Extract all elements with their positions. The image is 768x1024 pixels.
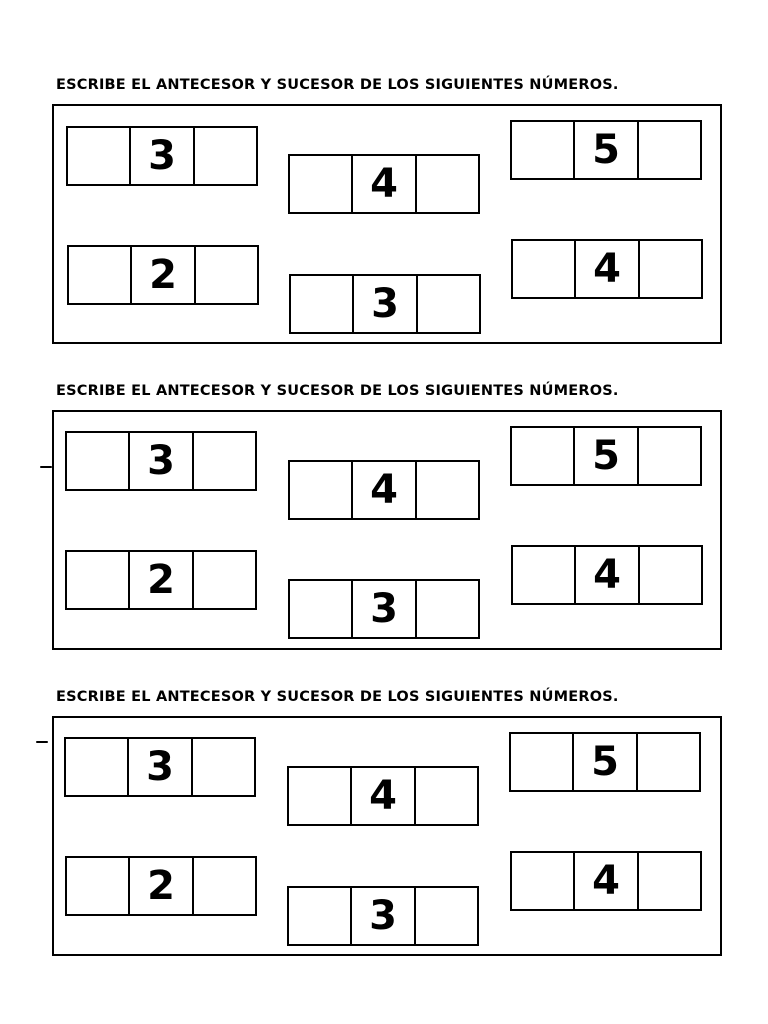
number-strip — [64, 737, 256, 797]
given-number: 5 — [573, 428, 636, 484]
given-number: 3 — [351, 581, 414, 637]
section-2-title: ESCRIBE EL ANTECESOR Y SUCESOR DE LOS SIGUIENTES NÚMEROS. — [56, 383, 619, 399]
number-strip — [67, 245, 259, 305]
predecessor-box[interactable] — [289, 768, 350, 824]
number-strip — [65, 856, 257, 916]
predecessor-box[interactable] — [68, 128, 129, 184]
predecessor-box[interactable] — [67, 552, 128, 608]
number-strip — [510, 426, 702, 486]
predecessor-box[interactable] — [512, 428, 573, 484]
number-strip — [66, 126, 258, 186]
number-strip — [288, 154, 480, 214]
given-number: 2 — [128, 552, 191, 608]
given-number: 4 — [573, 853, 636, 909]
section-1-panel — [52, 104, 722, 344]
successor-box[interactable] — [637, 428, 700, 484]
predecessor-box[interactable] — [289, 888, 350, 944]
successor-box[interactable] — [194, 247, 257, 303]
given-number: 2 — [128, 858, 191, 914]
successor-box[interactable] — [415, 462, 478, 518]
given-number: 4 — [350, 768, 413, 824]
successor-box[interactable] — [416, 276, 479, 332]
number-strip — [65, 431, 257, 491]
margin-mark — [36, 741, 48, 743]
predecessor-box[interactable] — [67, 858, 128, 914]
given-number: 4 — [351, 462, 414, 518]
successor-box[interactable] — [637, 853, 700, 909]
successor-box[interactable] — [192, 858, 255, 914]
successor-box[interactable] — [414, 768, 477, 824]
predecessor-box[interactable] — [512, 853, 573, 909]
given-number: 3 — [129, 128, 192, 184]
number-strip — [509, 732, 701, 792]
predecessor-box[interactable] — [512, 122, 573, 178]
number-strip — [510, 851, 702, 911]
number-strip — [65, 550, 257, 610]
successor-box[interactable] — [636, 734, 699, 790]
predecessor-box[interactable] — [513, 241, 574, 297]
given-number: 3 — [127, 739, 190, 795]
section-3-title: ESCRIBE EL ANTECESOR Y SUCESOR DE LOS SIGUIENTES NÚMEROS. — [56, 689, 619, 705]
given-number: 4 — [574, 241, 637, 297]
number-strip — [288, 460, 480, 520]
margin-mark — [40, 466, 52, 468]
given-number: 3 — [352, 276, 415, 332]
successor-box[interactable] — [415, 581, 478, 637]
number-strip — [287, 886, 479, 946]
given-number: 5 — [572, 734, 635, 790]
successor-box[interactable] — [192, 552, 255, 608]
successor-box[interactable] — [637, 122, 700, 178]
given-number: 4 — [574, 547, 637, 603]
predecessor-box[interactable] — [66, 739, 127, 795]
predecessor-box[interactable] — [513, 547, 574, 603]
section-1-title: ESCRIBE EL ANTECESOR Y SUCESOR DE LOS SIGUIENTES NÚMEROS. — [56, 77, 619, 93]
number-strip — [287, 766, 479, 826]
predecessor-box[interactable] — [290, 581, 351, 637]
given-number: 2 — [130, 247, 193, 303]
number-strip — [511, 239, 703, 299]
successor-box[interactable] — [415, 156, 478, 212]
successor-box[interactable] — [638, 547, 701, 603]
predecessor-box[interactable] — [67, 433, 128, 489]
given-number: 5 — [573, 122, 636, 178]
number-strip — [510, 120, 702, 180]
successor-box[interactable] — [192, 433, 255, 489]
given-number: 4 — [351, 156, 414, 212]
number-strip — [511, 545, 703, 605]
predecessor-box[interactable] — [511, 734, 572, 790]
successor-box[interactable] — [414, 888, 477, 944]
predecessor-box[interactable] — [290, 462, 351, 518]
section-3-panel — [52, 716, 722, 956]
given-number: 3 — [350, 888, 413, 944]
predecessor-box[interactable] — [69, 247, 130, 303]
predecessor-box[interactable] — [291, 276, 352, 332]
section-2-panel — [52, 410, 722, 650]
successor-box[interactable] — [191, 739, 254, 795]
given-number: 3 — [128, 433, 191, 489]
successor-box[interactable] — [193, 128, 256, 184]
predecessor-box[interactable] — [290, 156, 351, 212]
successor-box[interactable] — [638, 241, 701, 297]
number-strip — [289, 274, 481, 334]
number-strip — [288, 579, 480, 639]
